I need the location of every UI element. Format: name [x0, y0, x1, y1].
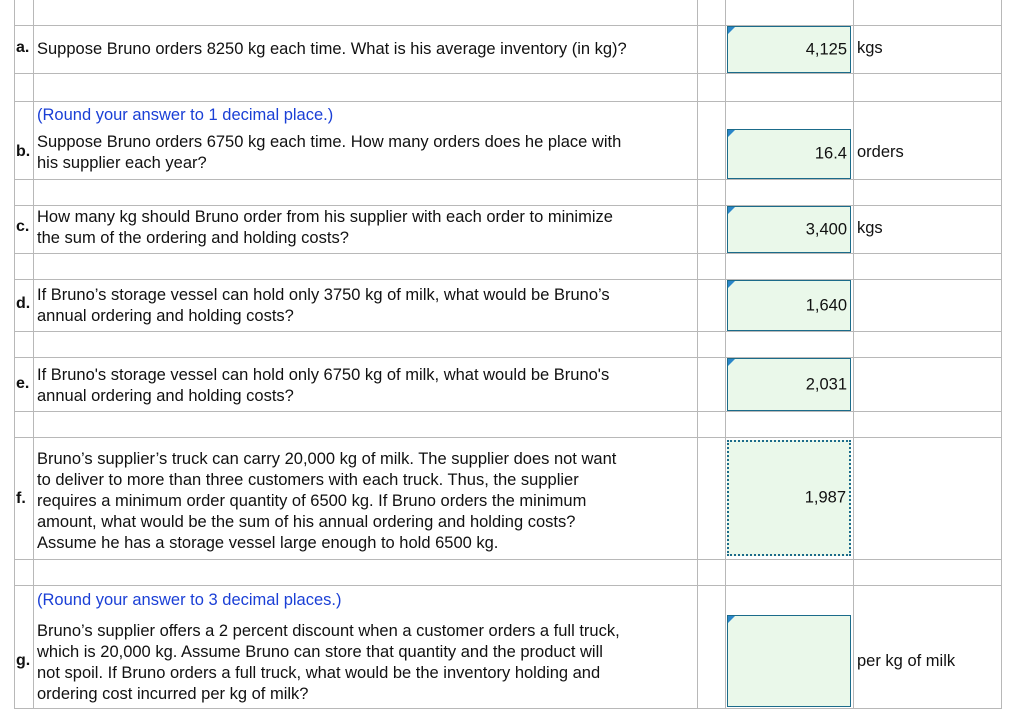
row-c-question-line: the sum of the ordering and holding costs?	[37, 229, 349, 247]
row-b-rounding-note: (Round your answer to 1 decimal place.)	[37, 106, 334, 124]
row-f-answer-input[interactable]	[727, 440, 851, 556]
row-f-question-line: Bruno’s supplier’s truck can carry 20,000 kg of milk. The supplier does not want	[37, 450, 617, 468]
row-g-question-line: not spoil. If Bruno orders a full truck, what would be the inventory holding and	[37, 664, 601, 682]
row-f-question-line: requires a minimum order quantity of 6500 kg. If Bruno orders the minimum	[37, 492, 587, 510]
grid-line	[14, 0, 15, 708]
row-a-answer-input[interactable]	[727, 26, 851, 73]
input-flag-icon	[728, 616, 735, 623]
input-flag-icon	[728, 359, 735, 366]
input-flag-icon	[728, 130, 735, 137]
row-g-question	[37, 621, 620, 705]
input-flag-icon	[728, 207, 735, 214]
row-e-answer-value: 2,031	[805, 375, 847, 393]
row-d-question	[37, 285, 610, 327]
row-e-question-line: If Bruno's storage vessel can hold only 6750 kg of milk, what would be Bruno's	[37, 366, 610, 384]
row-f-question-line: amount, what would be the sum of his annual ordering and holding costs?	[37, 513, 576, 531]
row-c-question	[37, 207, 613, 249]
row-b-question	[37, 132, 621, 174]
row-b-label: b.	[16, 143, 31, 160]
row-g-answer-input[interactable]	[727, 615, 851, 707]
row-g-question-line: which is 20,000 kg. Assume Bruno can store that quantity and the product will	[37, 643, 603, 661]
row-f-question	[37, 449, 616, 554]
row-g-rounding-note: (Round your answer to 3 decimal places.)	[37, 591, 342, 609]
row-a-answer-value: 4,125	[805, 40, 847, 58]
grid-line	[1001, 0, 1002, 708]
row-e-label: e.	[16, 375, 30, 392]
row-c-question-line: How many kg should Bruno order from his supplier with each order to minimize	[37, 208, 613, 226]
row-a-label: a.	[16, 39, 30, 56]
grid-line	[853, 0, 854, 708]
grid-line	[697, 0, 698, 708]
row-g-question-line: Bruno’s supplier offers a 2 percent discount when a customer orders a full truck,	[37, 622, 620, 640]
grid-line	[14, 708, 1002, 709]
grid-line	[33, 0, 34, 708]
row-b-question-line: his supplier each year?	[37, 154, 207, 172]
row-d-question-line: annual ordering and holding costs?	[37, 307, 294, 325]
row-g-label: g.	[16, 652, 31, 669]
row-e-answer-input[interactable]	[727, 358, 851, 411]
row-c-answer-input[interactable]	[727, 206, 851, 253]
grid-line	[725, 0, 726, 708]
row-d-answer-input[interactable]	[727, 280, 851, 331]
row-g-unit: per kg of milk	[857, 652, 956, 670]
row-e-question	[37, 365, 609, 407]
row-f-label: f.	[16, 490, 26, 507]
row-d-answer-value: 1,640	[805, 296, 847, 314]
row-f-question-line: to deliver to more than three customers with each truck. Thus, the supplier	[37, 471, 579, 489]
row-f-answer-value: 1,987	[804, 488, 846, 507]
row-b-unit: orders	[857, 143, 904, 161]
row-d-question-line: If Bruno’s storage vessel can hold only 3750 kg of milk, what would be Bruno’s	[37, 286, 610, 304]
row-a-question: Suppose Bruno orders 8250 kg each time. What is his average inventory (in kg)?	[37, 40, 627, 58]
input-flag-icon	[728, 281, 735, 288]
row-c-answer-value: 3,400	[805, 220, 847, 238]
row-d-label: d.	[16, 295, 31, 312]
row-f-question-line: Assume he has a storage vessel large enough to hold 6500 kg.	[37, 534, 499, 552]
row-a-unit: kgs	[857, 39, 883, 57]
row-e-question-line: annual ordering and holding costs?	[37, 387, 294, 405]
input-flag-icon	[728, 27, 735, 34]
row-c-unit: kgs	[857, 219, 883, 237]
row-g-question-line: ordering cost incurred per kg of milk?	[37, 685, 309, 703]
row-b-answer-value: 16.4	[814, 144, 847, 163]
row-b-question-line: Suppose Bruno orders 6750 kg each time. How many orders does he place with	[37, 133, 622, 151]
row-b-answer-input[interactable]	[727, 129, 851, 179]
row-c-label: c.	[16, 218, 30, 235]
